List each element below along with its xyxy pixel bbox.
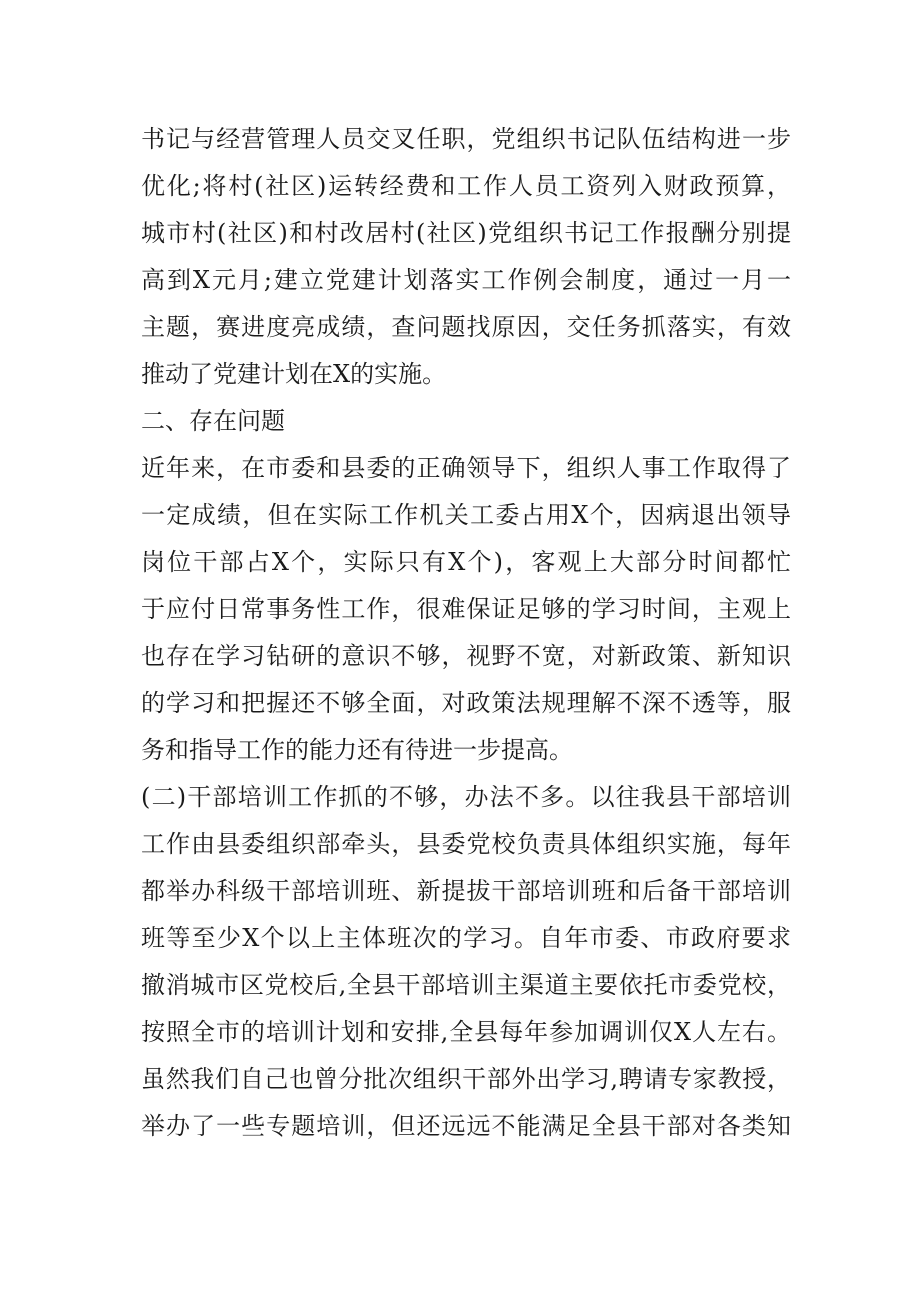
text-line: 撤消城市区党校后,全县干部培训主渠道主要依托市委党校， xyxy=(141,971,791,999)
text-line: 高到X元月;建立党建计划落实工作例会制度，通过一月一 xyxy=(141,266,791,294)
text-line: 岗位干部占X个，实际只有X个)，客观上大部分时间都忙 xyxy=(141,548,791,576)
text-line: 书记与经营管理人员交叉任职，党组织书记队伍结构进一步 xyxy=(141,125,791,153)
text-line: 近年来，在市委和县委的正确领导下，组织人事工作取得了 xyxy=(141,454,791,482)
text-line: 都举办科级干部培训班、新提拔干部培训班和后备干部培训 xyxy=(141,877,791,905)
paragraph-end-line: 推动了党建计划在X的实施。 xyxy=(141,360,447,388)
paragraph-end-line: 务和指导工作的能力还有待进一步提高。 xyxy=(141,736,573,764)
text-line: 工作由县委组织部牵头，县委党校负责具体组织实施，每年 xyxy=(141,830,791,858)
text-line: 的学习和把握还不够全面，对政策法规理解不深不透等，服 xyxy=(141,689,791,717)
section-heading: 二、存在问题 xyxy=(141,407,285,435)
text-line: 优化;将村(社区)运转经费和工作人员工资列入财政预算， xyxy=(141,172,791,200)
text-line: 举办了一些专题培训，但还远远不能满足全县干部对各类知 xyxy=(141,1112,791,1140)
text-line: 于应付日常事务性工作，很难保证足够的学习时间，主观上 xyxy=(141,595,791,623)
text-line: 主题，赛进度亮成绩，查问题找原因，交任务抓落实，有效 xyxy=(141,313,791,341)
document-body xyxy=(141,116,791,1150)
text-line: 班等至少X个以上主体班次的学习。自年市委、市政府要求 xyxy=(141,924,791,952)
text-line: 也存在学习钻研的意识不够，视野不宽，对新政策、新知识 xyxy=(141,642,791,670)
text-line: 一定成绩，但在实际工作机关工委占用X个，因病退出领导 xyxy=(141,501,791,529)
text-line: 虽然我们自己也曾分批次组织干部外出学习,聘请专家教授， xyxy=(141,1065,791,1093)
text-line: (二)干部培训工作抓的不够，办法不多。以往我县干部培训 xyxy=(141,783,791,811)
text-line: 按照全市的培训计划和安排,全县每年参加调训仅X人左右。 xyxy=(141,1018,791,1046)
text-line: 城市村(社区)和村改居村(社区)党组织书记工作报酬分别提 xyxy=(141,219,791,247)
